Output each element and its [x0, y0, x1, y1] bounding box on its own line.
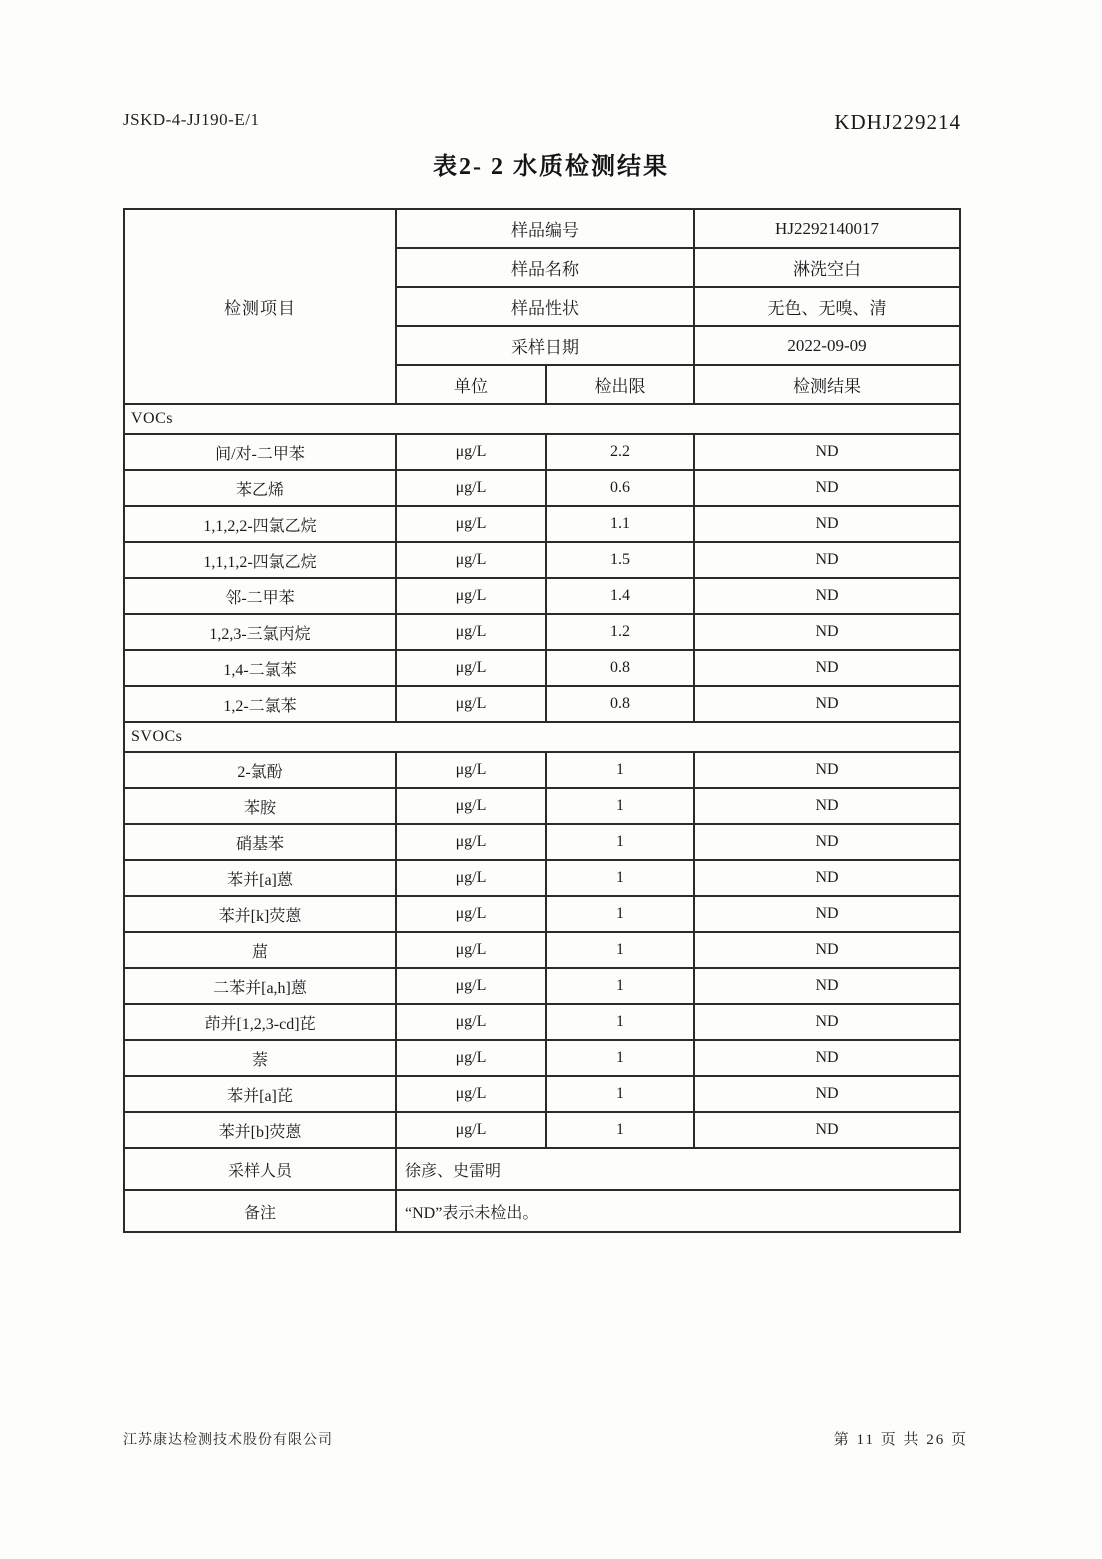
result-cell: ND	[694, 614, 960, 650]
table-row	[124, 860, 960, 896]
limit-cell: 1	[546, 1076, 694, 1112]
remark-row	[124, 1190, 960, 1232]
meta-label-sampling-date: 采样日期	[396, 326, 694, 365]
page-title: 表2- 2 水质检测结果	[433, 154, 669, 180]
unit-cell: μg/L	[396, 860, 546, 896]
limit-cell: 0.8	[546, 686, 694, 722]
result-cell: ND	[694, 968, 960, 1004]
doc-code: JSKD-4-JJ190-E/1	[123, 110, 260, 129]
document-footer	[123, 1428, 968, 1449]
analyte-name: 苯并[a]芘	[124, 1076, 396, 1112]
result-cell: ND	[694, 1112, 960, 1148]
limit-cell: 2.2	[546, 434, 694, 470]
limit-cell: 1	[546, 860, 694, 896]
meta-label-sample-character: 样品性状	[396, 287, 694, 326]
unit-cell: μg/L	[396, 542, 546, 578]
document-header	[123, 110, 961, 135]
table-row	[124, 932, 960, 968]
analyte-name: 苯胺	[124, 788, 396, 824]
analyte-name: 苯并[b]荧蒽	[124, 1112, 396, 1148]
table-row	[124, 434, 960, 470]
unit-cell: μg/L	[396, 1004, 546, 1040]
limit-cell: 1	[546, 1112, 694, 1148]
limit-cell: 0.8	[546, 650, 694, 686]
unit-cell: μg/L	[396, 614, 546, 650]
analyte-name: 2-氯酚	[124, 752, 396, 788]
unit-cell: μg/L	[396, 470, 546, 506]
result-cell: ND	[694, 752, 960, 788]
result-cell: ND	[694, 860, 960, 896]
analyte-name: 苯并[a]蒽	[124, 860, 396, 896]
analyte-name: 萘	[124, 1040, 396, 1076]
limit-cell: 1	[546, 932, 694, 968]
remark-value: “ND”表示未检出。	[396, 1190, 960, 1232]
limit-cell: 1	[546, 824, 694, 860]
unit-cell: μg/L	[396, 752, 546, 788]
analyte-name: 1,2-二氯苯	[124, 686, 396, 722]
table-row	[124, 1112, 960, 1148]
water-quality-results-table	[123, 208, 961, 1233]
analyte-name: 苯乙烯	[124, 470, 396, 506]
unit-cell: μg/L	[396, 686, 546, 722]
table-row	[124, 752, 960, 788]
table-row	[124, 686, 960, 722]
result-cell: ND	[694, 506, 960, 542]
result-cell: ND	[694, 470, 960, 506]
unit-cell: μg/L	[396, 578, 546, 614]
unit-cell: μg/L	[396, 968, 546, 1004]
limit-cell: 1.4	[546, 578, 694, 614]
unit-cell: μg/L	[396, 788, 546, 824]
table-row	[124, 470, 960, 506]
analyte-name: 苯并[k]荧蒽	[124, 896, 396, 932]
limit-cell: 0.6	[546, 470, 694, 506]
analyte-name: 1,1,2,2-四氯乙烷	[124, 506, 396, 542]
unit-cell: μg/L	[396, 506, 546, 542]
limit-cell: 1	[546, 752, 694, 788]
unit-cell: μg/L	[396, 1040, 546, 1076]
limit-cell: 1	[546, 788, 694, 824]
footer-page-number: 第 11 页 共 26 页	[833, 1432, 968, 1448]
analyte-name: 二苯并[a,h]蒽	[124, 968, 396, 1004]
meta-value-sample-character: 无色、无嗅、清	[694, 287, 960, 326]
analyte-name: 间/对-二甲苯	[124, 434, 396, 470]
column-header-unit: 单位	[396, 365, 546, 404]
meta-value-sampling-date: 2022-09-09	[694, 326, 960, 365]
limit-cell: 1.1	[546, 506, 694, 542]
result-cell: ND	[694, 896, 960, 932]
result-cell: ND	[694, 686, 960, 722]
table-row	[124, 614, 960, 650]
footer-company: 江苏康达检测技术股份有限公司	[123, 1433, 333, 1448]
meta-label-sample-name: 样品名称	[396, 248, 694, 287]
unit-cell: μg/L	[396, 932, 546, 968]
section-label-svocs: SVOCs	[124, 722, 960, 752]
limit-cell: 1.2	[546, 614, 694, 650]
limit-cell: 1	[546, 968, 694, 1004]
column-header-result: 检测结果	[694, 365, 960, 404]
table-row	[124, 1004, 960, 1040]
result-cell: ND	[694, 1076, 960, 1112]
result-cell: ND	[694, 1004, 960, 1040]
table-row	[124, 506, 960, 542]
analyte-name: 茚并[1,2,3-cd]芘	[124, 1004, 396, 1040]
limit-cell: 1	[546, 896, 694, 932]
unit-cell: μg/L	[396, 896, 546, 932]
limit-cell: 1	[546, 1004, 694, 1040]
analyte-name: 邻-二甲苯	[124, 578, 396, 614]
table-row	[124, 968, 960, 1004]
section-label-vocs: VOCs	[124, 404, 960, 434]
result-cell: ND	[694, 650, 960, 686]
samplers-row	[124, 1148, 960, 1190]
unit-cell: μg/L	[396, 1112, 546, 1148]
table-row	[124, 542, 960, 578]
table-row	[124, 650, 960, 686]
section-row-vocs	[124, 404, 960, 434]
project-header-cell: 检测项目	[124, 209, 396, 404]
result-cell: ND	[694, 542, 960, 578]
report-number: KDHJ229214	[834, 110, 961, 134]
table-row	[124, 788, 960, 824]
result-cell: ND	[694, 788, 960, 824]
section-row-svocs	[124, 722, 960, 752]
samplers-label: 采样人员	[124, 1148, 396, 1190]
remark-label: 备注	[124, 1190, 396, 1232]
result-cell: ND	[694, 578, 960, 614]
meta-label-sample-id: 样品编号	[396, 209, 694, 248]
result-cell: ND	[694, 932, 960, 968]
limit-cell: 1.5	[546, 542, 694, 578]
unit-cell: μg/L	[396, 1076, 546, 1112]
analyte-name: 硝基苯	[124, 824, 396, 860]
result-cell: ND	[694, 434, 960, 470]
analyte-name: 1,4-二氯苯	[124, 650, 396, 686]
table-row	[124, 824, 960, 860]
limit-cell: 1	[546, 1040, 694, 1076]
samplers-value: 徐彦、史雷明	[396, 1148, 960, 1190]
meta-value-sample-name: 淋洗空白	[694, 248, 960, 287]
column-header-limit: 检出限	[546, 365, 694, 404]
meta-value-sample-id: HJ2292140017	[694, 209, 960, 248]
analyte-name: 1,1,1,2-四氯乙烷	[124, 542, 396, 578]
meta-row	[124, 209, 960, 248]
table-row	[124, 1076, 960, 1112]
analyte-name: 1,2,3-三氯丙烷	[124, 614, 396, 650]
table-row	[124, 896, 960, 932]
table-row	[124, 578, 960, 614]
unit-cell: μg/L	[396, 434, 546, 470]
result-cell: ND	[694, 824, 960, 860]
result-cell: ND	[694, 1040, 960, 1076]
analyte-name: 䓛	[124, 932, 396, 968]
unit-cell: μg/L	[396, 824, 546, 860]
unit-cell: μg/L	[396, 650, 546, 686]
table-row	[124, 1040, 960, 1076]
